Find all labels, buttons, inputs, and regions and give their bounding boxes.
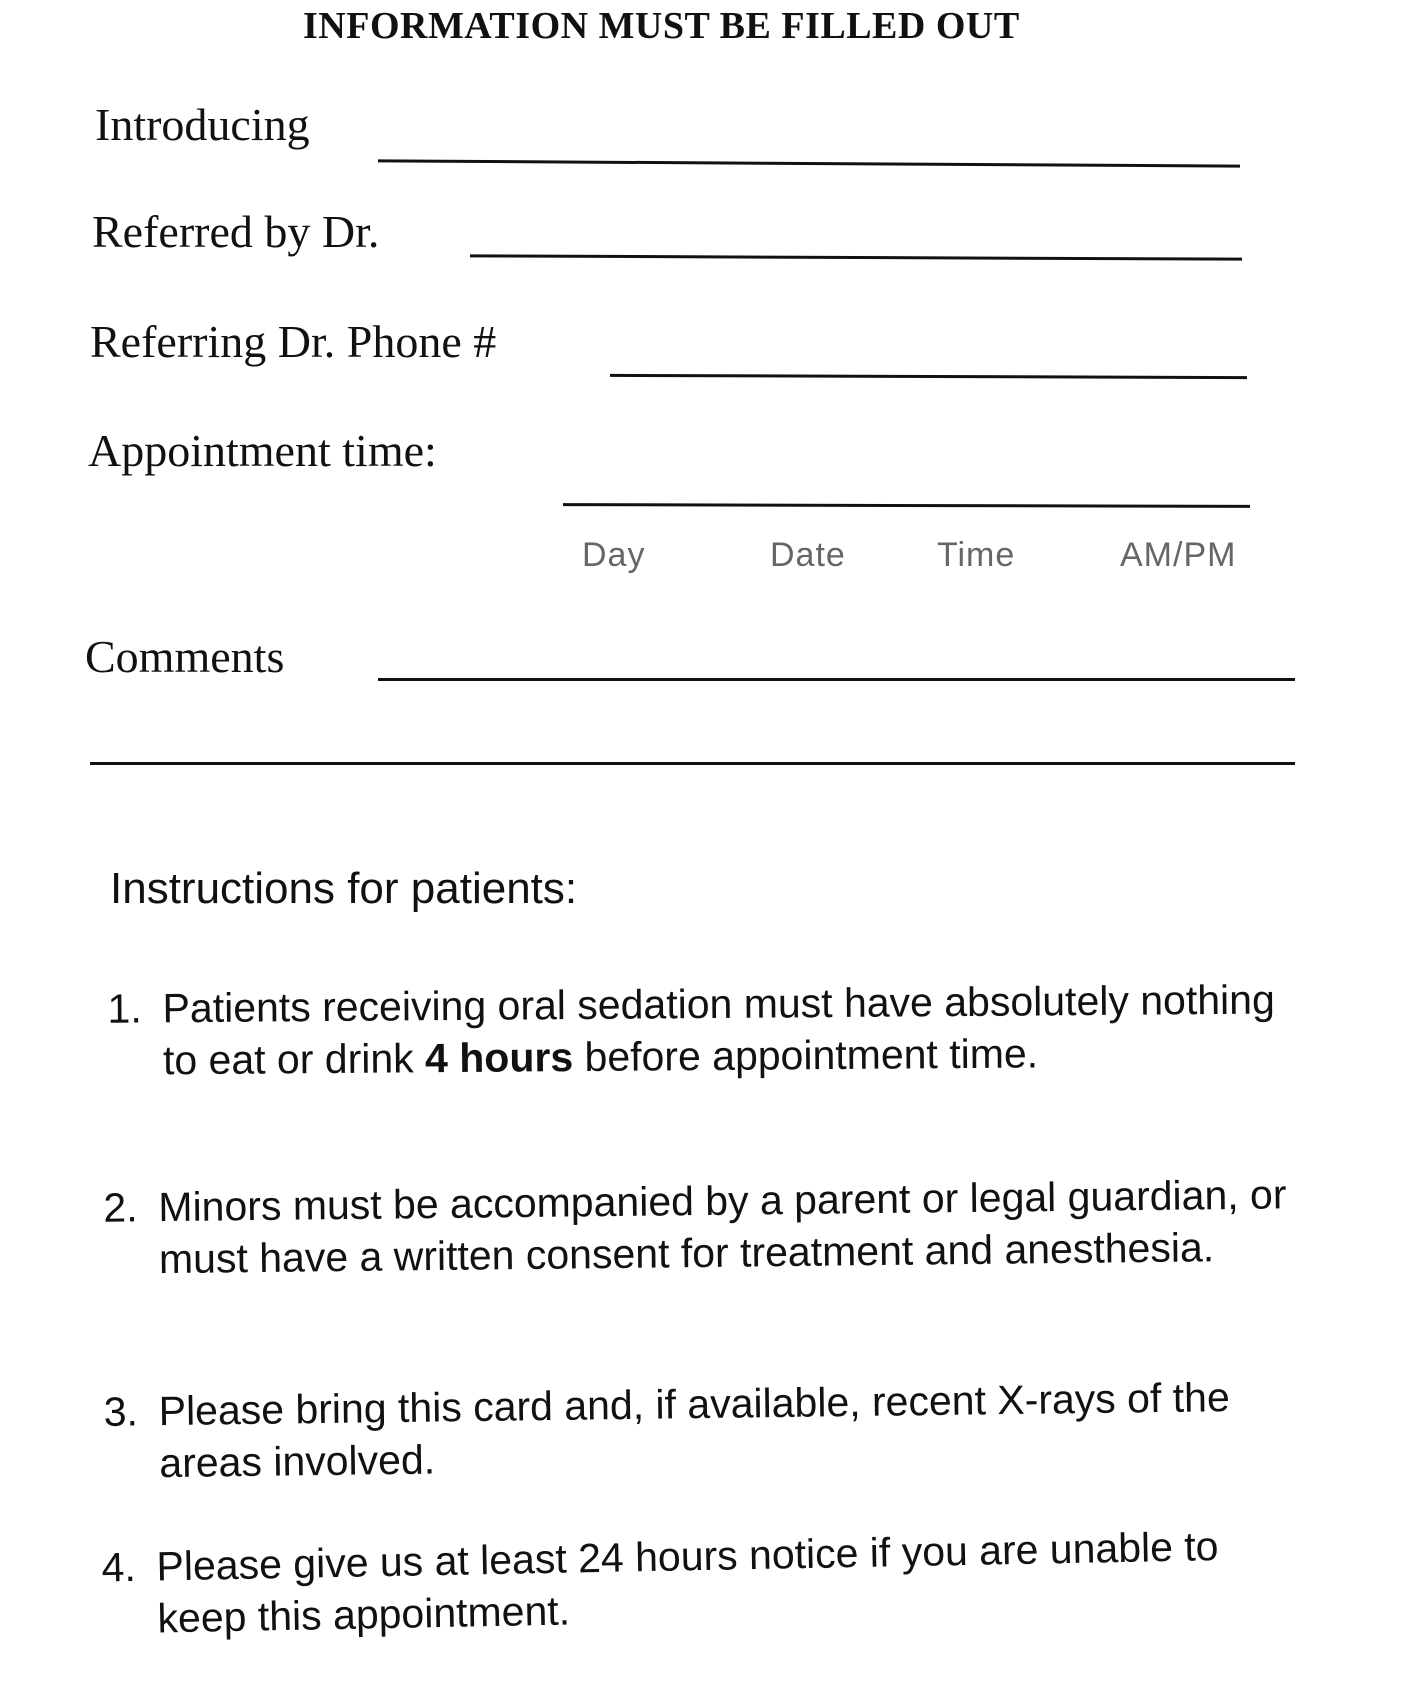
instruction-text-part: before appointment time. (572, 1030, 1039, 1081)
referred-by-label: Referred by Dr. (92, 206, 380, 257)
instruction-text: Please bring this card and, if available, recent X-rays of the areas involved. (158, 1374, 1231, 1487)
form-heading: INFORMATION MUST BE FILLED OUT (303, 5, 1020, 47)
comments-label: Comments (85, 631, 285, 682)
appointment-time-underline (563, 503, 1250, 508)
comments-field-second[interactable] (92, 716, 1299, 762)
instructions-title: Instructions for patients: (110, 864, 578, 913)
instruction-number: 4. (101, 1543, 137, 1591)
sublabel-date: Date (770, 536, 846, 574)
instruction-item-4 (101, 1518, 1303, 1651)
instruction-number: 3. (103, 1388, 139, 1435)
introducing-label: Introducing (95, 99, 310, 150)
comments-underline (378, 678, 1295, 681)
instruction-number: 2. (103, 1184, 138, 1231)
comments-second-underline (90, 762, 1295, 765)
instruction-item-1 (107, 973, 1308, 1147)
instruction-number: 1. (107, 985, 142, 1032)
instruction-item-2 (103, 1168, 1305, 1347)
referring-phone-label: Referring Dr. Phone # (90, 316, 497, 367)
appointment-time-field[interactable] (565, 455, 1254, 501)
instruction-text-part: Patients receiving oral sedation must have absolutely nothing to eat or drink (162, 976, 1275, 1084)
instruction-text (162, 973, 1313, 1086)
referred-by-field[interactable] (472, 212, 1246, 258)
instruction-text: Please give us at least 24 hours notice if you are unable to keep this appointment. (156, 1523, 1219, 1642)
instruction-text: Minors must be accompanied by a parent or legal guardian, or must have a written consent for treatment and anesthesia. (158, 1171, 1287, 1283)
sublabel-time: Time (937, 536, 1016, 574)
sublabel-day: Day (582, 536, 646, 574)
instruction-emphasis: 4 hours (424, 1034, 574, 1082)
instruction-item-3 (103, 1370, 1304, 1496)
referring-phone-field[interactable] (612, 330, 1251, 376)
introducing-field[interactable] (380, 118, 1244, 164)
comments-field[interactable] (380, 634, 1299, 680)
sublabel-ampm: AM/PM (1120, 536, 1237, 574)
appointment-time-label: Appointment time: (88, 425, 437, 476)
